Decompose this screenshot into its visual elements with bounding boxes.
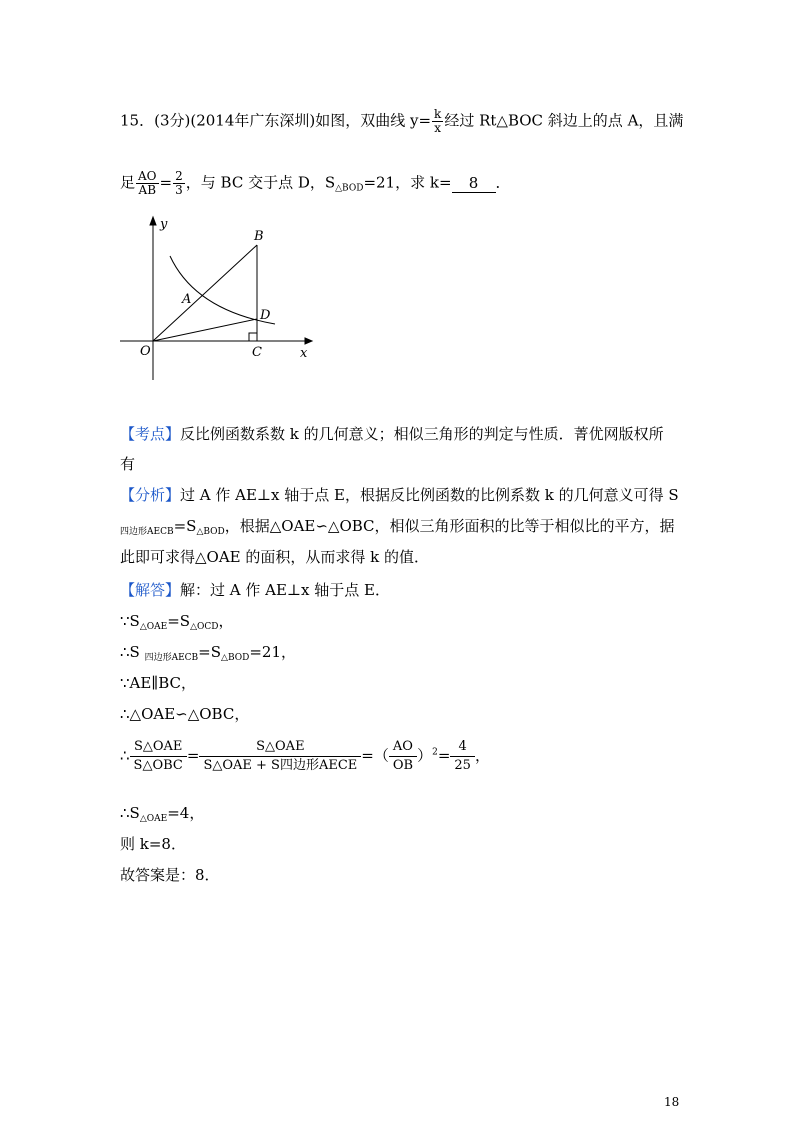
fraction-area-ratio-1: $\frac{\text{S△OAE}}{\text{S△OBC}}$ (130, 738, 187, 775)
label-c: C (252, 345, 262, 360)
solution-answer: 故答案是：8． (120, 866, 220, 884)
solution-step-5-equation: ∴ $\frac{\text{S△OAE}}{\text{S△OBC}}$ = $\frac{\text{S△OAE}}{\text{S△OAE + S四边形AECE}}$ =（ $\frac{AO}{OB}$ ）$^2$= $\frac{4}{25}$ ， (120, 739, 490, 773)
solution-step-1: $\because S_{\triangle OAE}=S_{\triangle OCD}$， (120, 612, 234, 632)
geometry-figure (120, 210, 320, 380)
kaodian-tag: 【考点】 (120, 425, 181, 443)
fraction-4-25: $\frac{4}{25}$ (450, 738, 475, 775)
label-y: y (160, 217, 168, 232)
label-d: D (260, 308, 271, 323)
fenxi-line-1: 【分析】过 A 作 AE⊥x 轴于点 E，根据反比例函数的比例系数 k 的几何意义可得 S (120, 486, 679, 504)
solution-step-2: ∴S $_{四边形AECB}=S_{\triangle BOD}=21$， (120, 643, 296, 663)
jieda-tag: 【解答】 (120, 581, 181, 599)
segment-od (153, 319, 257, 341)
fraction-2-3: $\frac{2}{3}$ (175, 169, 183, 197)
solution-step-6: $\therefore S_{\triangle OAE}=4$， (120, 804, 205, 824)
segment-ob (153, 245, 257, 341)
kaodian-line-1: 【考点】反比例函数系数 k 的几何意义；相似三角形的判定与性质．菁优网版权所 (120, 425, 664, 443)
question-line-1: 15．(3分)(2014年广东深圳)如图，双曲线 y= $\frac{k}{x}$ 经过 Rt△BOC 斜边上的点 A，且满 (120, 107, 684, 135)
question-number: 15． (120, 111, 155, 130)
label-x: x (300, 346, 308, 361)
fraction-area-ratio-2: $\frac{\text{S△OAE}}{\text{S△OAE + S四边形AECE}}$ (199, 738, 361, 775)
question-line-2: 足 $\frac{AO}{AB}$ = $\frac{2}{3}$ ，与 BC 交于点 D，$S_{\triangle BOD}=21$，求 k= 8 ． (120, 169, 511, 197)
label-a: A (182, 292, 192, 307)
fraction-ao-ob: $\frac{AO}{OB}$ (389, 738, 417, 775)
label-o: O (140, 344, 151, 359)
page-number: 18 (664, 1095, 680, 1109)
solution-step-3: ∵AE∥BC， (120, 674, 197, 692)
fraction-ao-ab: $\frac{AO}{AB}$ (138, 169, 157, 197)
kaodian-line-2: 有 (120, 455, 136, 473)
question-points: (3分) (154, 111, 191, 130)
question-source: (2014年广东深圳) (190, 111, 316, 130)
y-axis-arrow (150, 217, 156, 225)
label-b: B (254, 229, 264, 244)
jieda-intro: 【解答】解：过 A 作 AE⊥x 轴于点 E． (120, 581, 390, 599)
right-angle-mark (249, 333, 257, 341)
fenxi-line-3: 此即可求得△OAE 的面积，从而求得 k 的值． (120, 548, 430, 566)
x-axis-arrow (305, 338, 312, 344)
fenxi-tag: 【分析】 (120, 486, 181, 504)
fenxi-line-2: $_{四边形AECB}=S_{\triangle BOD}$，根据△OAE∽△OBC，相似三角形面积的比等于相似比的平方，据 (120, 517, 675, 537)
answer-blank: 8 (452, 174, 496, 193)
solution-step-7: 则 k=8． (120, 835, 186, 853)
solution-step-4: ∴△OAE∽△OBC， (120, 705, 250, 723)
fraction-k-over-x: $\frac{k}{x}$ (434, 107, 442, 135)
